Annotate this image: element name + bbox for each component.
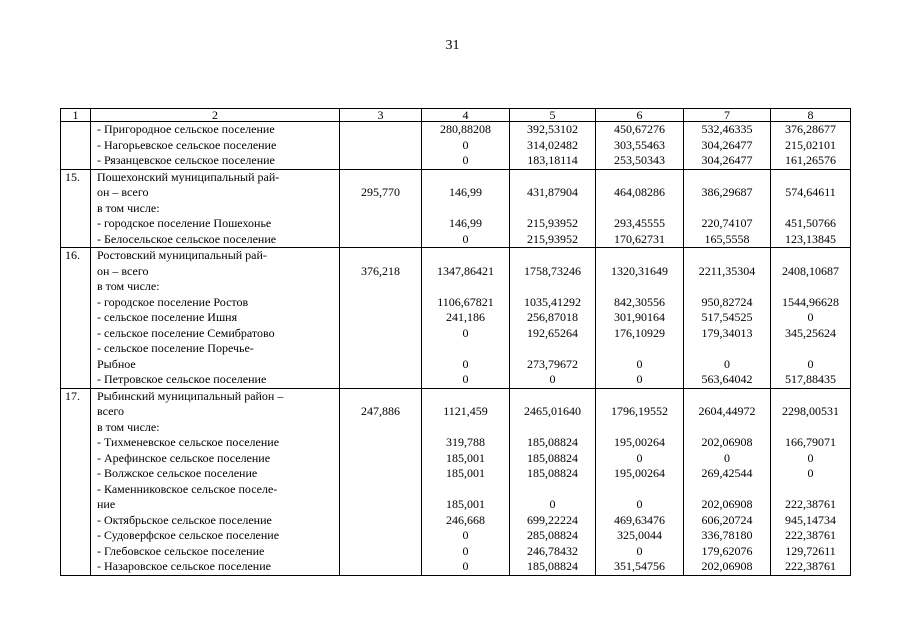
cell-value bbox=[510, 279, 595, 295]
cell-value: 293,45555 bbox=[614, 216, 665, 230]
cell-value: 451,50766 bbox=[785, 216, 836, 230]
cell-value: 176,10929 bbox=[614, 325, 665, 340]
cell-value: 179,34013 bbox=[701, 325, 753, 340]
cell-value bbox=[340, 310, 421, 326]
cell-label: в том числе: bbox=[97, 279, 160, 293]
cell-value bbox=[510, 201, 595, 217]
table-row bbox=[61, 122, 851, 170]
cell-value: 304,26477 bbox=[701, 137, 753, 152]
cell-label: - Октябрьское сельское поселение bbox=[97, 512, 272, 527]
cell-value bbox=[771, 170, 850, 186]
cell-value: 295,770 bbox=[361, 185, 400, 199]
cell-value: 1035,41292 bbox=[524, 294, 581, 309]
cell-value bbox=[771, 248, 850, 264]
cell-value: 301,90164 bbox=[614, 310, 665, 324]
value-cell-c7 bbox=[684, 169, 771, 248]
cell-value: 0 bbox=[462, 543, 469, 558]
cell-value bbox=[596, 420, 683, 436]
value-cell-c6 bbox=[596, 248, 684, 389]
cell-value: 517,54525 bbox=[701, 310, 753, 324]
cell-label: - сельское поселение Поречье- bbox=[97, 341, 254, 355]
cell-value: 0 bbox=[462, 356, 469, 371]
cell-value: 0 bbox=[462, 372, 469, 386]
cell-value bbox=[684, 201, 770, 217]
cell-label: - Нагорьевское сельское поселение bbox=[97, 137, 277, 152]
cell-value: 0 bbox=[724, 356, 730, 371]
cell-value bbox=[422, 389, 509, 405]
cell-value bbox=[340, 435, 421, 451]
cell-value: 170,62731 bbox=[614, 231, 665, 246]
cell-value: 314,02482 bbox=[527, 137, 578, 152]
cell-value: 842,30556 bbox=[614, 294, 665, 309]
cell-value: 945,14734 bbox=[785, 512, 836, 527]
cell-value: 0 bbox=[807, 466, 814, 480]
cell-label: - Рязанцевское сельское поселение bbox=[97, 153, 275, 167]
cell-value: 517,88435 bbox=[785, 372, 836, 386]
cell-value bbox=[340, 138, 421, 154]
cell-value bbox=[340, 201, 421, 217]
cell-value bbox=[684, 389, 770, 405]
data-table bbox=[60, 108, 851, 576]
cell-value: 0 bbox=[636, 450, 643, 465]
cell-value: 185,08824 bbox=[527, 466, 578, 480]
cell-value: 1347,86421 bbox=[437, 263, 494, 278]
cell-label: - Назаровское сельское поселение bbox=[97, 559, 271, 573]
cell-value: 1320,31649 bbox=[611, 263, 668, 278]
cell-value: 0 bbox=[636, 372, 643, 386]
cell-value bbox=[510, 389, 595, 405]
cell-value: 165,5558 bbox=[704, 231, 750, 246]
cell-value: 336,78180 bbox=[701, 528, 753, 542]
value-cell-c4 bbox=[422, 388, 510, 575]
cell-value: 185,001 bbox=[446, 466, 485, 480]
column-header: 8 bbox=[771, 109, 851, 122]
cell-value: 0 bbox=[807, 356, 814, 371]
cell-label: он – всего bbox=[97, 185, 149, 199]
cell-value: 0 bbox=[724, 450, 730, 465]
cell-value: 563,64042 bbox=[701, 372, 753, 386]
column-header: 7 bbox=[684, 109, 771, 122]
cell-value: 0 bbox=[462, 231, 469, 246]
cell-value: 1544,96628 bbox=[782, 294, 839, 309]
cell-value: 202,06908 bbox=[701, 497, 753, 511]
cell-value: 351,54756 bbox=[614, 559, 665, 573]
table-row bbox=[61, 169, 851, 248]
value-cell-c8 bbox=[771, 388, 851, 575]
cell-value: 246,78432 bbox=[527, 543, 578, 558]
cell-value bbox=[340, 389, 421, 405]
cell-value: 0 bbox=[462, 153, 469, 167]
name-cell bbox=[91, 248, 340, 389]
cell-value bbox=[771, 420, 850, 436]
cell-value bbox=[422, 248, 509, 264]
cell-label: Рыбное bbox=[97, 356, 136, 371]
value-cell-c4 bbox=[422, 248, 510, 389]
cell-value bbox=[771, 482, 850, 498]
cell-value bbox=[422, 170, 509, 186]
cell-value: 2465,01640 bbox=[524, 404, 581, 418]
cell-value: 222,38761 bbox=[785, 528, 836, 542]
cell-label: - Арефинское сельское поселение bbox=[97, 450, 271, 465]
row-number: 16. bbox=[65, 248, 80, 262]
cell-value: 123,13845 bbox=[785, 231, 836, 246]
cell-value: 273,79672 bbox=[527, 356, 578, 371]
name-cell bbox=[91, 169, 340, 248]
cell-value: 0 bbox=[636, 356, 643, 371]
value-cell-c8 bbox=[771, 122, 851, 170]
cell-value bbox=[340, 559, 421, 575]
cell-value: 0 bbox=[462, 528, 469, 542]
row-number-cell bbox=[61, 122, 91, 170]
cell-value bbox=[340, 513, 421, 529]
cell-value: 606,20724 bbox=[701, 512, 753, 527]
cell-value bbox=[596, 389, 683, 405]
column-header: 6 bbox=[596, 109, 684, 122]
cell-value: 386,29687 bbox=[701, 185, 753, 199]
cell-value bbox=[510, 170, 595, 186]
column-header: 3 bbox=[340, 109, 422, 122]
cell-value: 185,08824 bbox=[527, 435, 578, 449]
cell-value bbox=[340, 357, 421, 373]
value-cell-c8 bbox=[771, 169, 851, 248]
cell-value bbox=[340, 216, 421, 232]
cell-value: 1106,67821 bbox=[437, 294, 494, 309]
cell-value: 0 bbox=[462, 325, 469, 340]
cell-value bbox=[422, 341, 509, 357]
header-row bbox=[61, 109, 851, 122]
cell-value: 215,93952 bbox=[527, 231, 578, 246]
value-cell-c7 bbox=[684, 388, 771, 575]
value-cell-c7 bbox=[684, 122, 771, 170]
cell-label: - Судоверфское сельское поселение bbox=[97, 528, 280, 542]
value-cell-c4 bbox=[422, 122, 510, 170]
cell-value: 246,668 bbox=[446, 512, 485, 527]
cell-label: он – всего bbox=[97, 263, 149, 278]
value-cell-c6 bbox=[596, 388, 684, 575]
cell-value bbox=[340, 248, 421, 264]
cell-value bbox=[340, 170, 421, 186]
cell-value bbox=[596, 341, 683, 357]
name-cell bbox=[91, 388, 340, 575]
page-number: 31 bbox=[445, 38, 460, 53]
cell-value: 1796,19552 bbox=[611, 404, 668, 418]
cell-value bbox=[340, 295, 421, 311]
cell-value: 247,886 bbox=[361, 404, 400, 418]
cell-value: 215,93952 bbox=[527, 216, 578, 230]
cell-label: - Тихменевское сельское поселение bbox=[97, 435, 280, 449]
cell-label: - Волжское сельское поселение bbox=[97, 466, 258, 480]
row-number: 15. bbox=[65, 169, 80, 184]
cell-value: 146,99 bbox=[449, 185, 482, 199]
cell-value: 0 bbox=[807, 450, 814, 465]
cell-value: 146,99 bbox=[449, 216, 482, 230]
cell-value bbox=[510, 341, 595, 357]
value-cell-c3 bbox=[340, 122, 422, 170]
cell-value bbox=[340, 232, 421, 248]
cell-value: 269,42544 bbox=[701, 466, 753, 480]
cell-value: 192,65264 bbox=[527, 325, 578, 340]
value-cell-c5 bbox=[510, 169, 596, 248]
cell-value bbox=[340, 482, 421, 498]
cell-value: 0 bbox=[636, 543, 643, 558]
cell-value: 319,788 bbox=[446, 435, 485, 449]
cell-label: - городское поселение Пошехонье bbox=[97, 216, 272, 230]
cell-value: 0 bbox=[549, 372, 556, 386]
value-cell-c8 bbox=[771, 248, 851, 389]
cell-label: Пошехонский муниципальный рай- bbox=[97, 169, 280, 184]
cell-label: - сельское поселение Семибратово bbox=[97, 325, 275, 340]
cell-value: 0 bbox=[636, 497, 643, 511]
cell-value: 469,63476 bbox=[614, 512, 665, 527]
value-cell-c3 bbox=[340, 388, 422, 575]
value-cell-c4 bbox=[422, 169, 510, 248]
cell-value bbox=[771, 389, 850, 405]
table-body bbox=[61, 122, 851, 576]
cell-value bbox=[596, 279, 683, 295]
cell-value: 431,87904 bbox=[527, 185, 578, 199]
row-number bbox=[61, 122, 90, 138]
cell-value bbox=[340, 153, 421, 169]
cell-value: 2604,44972 bbox=[698, 404, 756, 418]
cell-value: 303,55463 bbox=[614, 137, 665, 152]
cell-value: 699,22224 bbox=[527, 512, 578, 527]
cell-label: в том числе: bbox=[97, 419, 160, 434]
cell-value: 376,218 bbox=[361, 263, 400, 278]
cell-label: всего bbox=[97, 404, 125, 418]
value-cell-c5 bbox=[510, 248, 596, 389]
cell-value: 129,72611 bbox=[785, 543, 836, 558]
value-cell-c3 bbox=[340, 169, 422, 248]
cell-label: ние bbox=[97, 497, 116, 511]
cell-label: - Белосельское сельское поселение bbox=[97, 231, 277, 246]
cell-value: 0 bbox=[549, 497, 556, 511]
cell-label: Рыбинский муниципальный район – bbox=[97, 388, 284, 403]
cell-label: - Глебовское сельское поселение bbox=[97, 543, 265, 558]
column-header: 2 bbox=[91, 109, 340, 122]
cell-value: 253,50343 bbox=[614, 153, 665, 167]
cell-value bbox=[771, 279, 850, 295]
value-cell-c7 bbox=[684, 248, 771, 389]
cell-value: 215,02101 bbox=[785, 137, 836, 152]
table-row bbox=[61, 388, 851, 575]
cell-value: 376,28677 bbox=[785, 122, 836, 136]
cell-value bbox=[422, 201, 509, 217]
cell-value bbox=[771, 201, 850, 217]
cell-value bbox=[340, 544, 421, 560]
cell-value: 464,08286 bbox=[614, 185, 665, 199]
cell-value bbox=[510, 482, 595, 498]
column-header: 4 bbox=[422, 109, 510, 122]
cell-value: 392,53102 bbox=[527, 122, 578, 136]
name-cell bbox=[91, 122, 340, 170]
value-cell-c6 bbox=[596, 122, 684, 170]
cell-value: 1121,459 bbox=[443, 404, 488, 418]
cell-value bbox=[510, 420, 595, 436]
cell-value bbox=[340, 528, 421, 544]
cell-value: 185,001 bbox=[446, 450, 485, 465]
cell-value bbox=[422, 482, 509, 498]
cell-value: 241,186 bbox=[446, 310, 485, 324]
value-cell-c5 bbox=[510, 122, 596, 170]
cell-value: 1758,73246 bbox=[524, 263, 581, 278]
cell-value: 325,0044 bbox=[617, 528, 662, 542]
cell-label: в том числе: bbox=[97, 200, 160, 215]
cell-value bbox=[684, 482, 770, 498]
cell-value: 256,87018 bbox=[527, 310, 578, 324]
cell-value bbox=[340, 451, 421, 467]
cell-label: - сельское поселение Ишня bbox=[97, 310, 238, 324]
cell-label: Ростовский муниципальный рай- bbox=[97, 248, 267, 262]
cell-value: 532,46335 bbox=[701, 122, 753, 136]
value-cell-c5 bbox=[510, 388, 596, 575]
value-cell-c6 bbox=[596, 169, 684, 248]
cell-label: - Каменниковское сельское поселе- bbox=[97, 481, 278, 496]
cell-value bbox=[684, 248, 770, 264]
cell-value bbox=[340, 466, 421, 482]
cell-value bbox=[771, 341, 850, 357]
cell-value: 285,08824 bbox=[527, 528, 578, 542]
cell-value: 195,00264 bbox=[614, 435, 665, 449]
cell-value bbox=[596, 170, 683, 186]
cell-value bbox=[684, 279, 770, 295]
cell-value bbox=[510, 248, 595, 264]
cell-value bbox=[340, 420, 421, 436]
cell-value: 950,82724 bbox=[701, 294, 753, 309]
row-number-cell bbox=[61, 388, 91, 575]
cell-value: 195,00264 bbox=[614, 466, 665, 480]
cell-value: 185,08824 bbox=[527, 450, 578, 465]
cell-value bbox=[340, 372, 421, 388]
cell-value bbox=[340, 326, 421, 342]
value-cell-c3 bbox=[340, 248, 422, 389]
column-header: 1 bbox=[61, 109, 91, 122]
cell-label: - Пригородное сельское поселение bbox=[97, 122, 275, 136]
cell-value bbox=[596, 482, 683, 498]
row-number: 17. bbox=[65, 388, 80, 403]
cell-value: 183,18114 bbox=[527, 153, 578, 167]
cell-label: - Петровское сельское поселение bbox=[97, 372, 267, 386]
cell-value: 179,62076 bbox=[701, 543, 753, 558]
cell-value: 202,06908 bbox=[701, 559, 753, 573]
cell-value: 2211,35304 bbox=[698, 263, 756, 278]
cell-value: 574,64611 bbox=[785, 185, 836, 199]
cell-value: 2298,00531 bbox=[782, 404, 839, 418]
cell-value bbox=[596, 201, 683, 217]
table-row bbox=[61, 248, 851, 389]
cell-value: 161,26576 bbox=[785, 153, 836, 167]
cell-value bbox=[340, 279, 421, 295]
cell-value: 345,25624 bbox=[785, 325, 836, 340]
cell-value: 2408,10687 bbox=[782, 263, 839, 278]
row-number-cell bbox=[61, 169, 91, 248]
cell-value: 304,26477 bbox=[701, 153, 753, 167]
cell-value: 202,06908 bbox=[701, 435, 753, 449]
cell-value: 222,38761 bbox=[785, 559, 836, 573]
cell-value bbox=[340, 497, 421, 513]
cell-value bbox=[340, 341, 421, 357]
cell-value: 166,79071 bbox=[785, 435, 836, 449]
cell-value: 0 bbox=[462, 559, 469, 573]
cell-value bbox=[422, 279, 509, 295]
row-number-cell bbox=[61, 248, 91, 389]
cell-value: 0 bbox=[462, 137, 469, 152]
cell-value: 280,88208 bbox=[440, 122, 491, 136]
cell-value: 0 bbox=[807, 310, 814, 324]
cell-label: - городское поселение Ростов bbox=[97, 294, 249, 309]
cell-value: 450,67276 bbox=[614, 122, 665, 136]
cell-value bbox=[684, 170, 770, 186]
cell-value: 220,74107 bbox=[701, 216, 753, 230]
cell-value: 185,08824 bbox=[527, 559, 578, 573]
cell-value bbox=[596, 248, 683, 264]
cell-value bbox=[340, 122, 421, 138]
cell-value bbox=[684, 420, 770, 436]
cell-value: 222,38761 bbox=[785, 497, 836, 511]
cell-value: 185,001 bbox=[446, 497, 485, 511]
column-header: 5 bbox=[510, 109, 596, 122]
cell-value bbox=[422, 420, 509, 436]
cell-value bbox=[684, 341, 770, 357]
